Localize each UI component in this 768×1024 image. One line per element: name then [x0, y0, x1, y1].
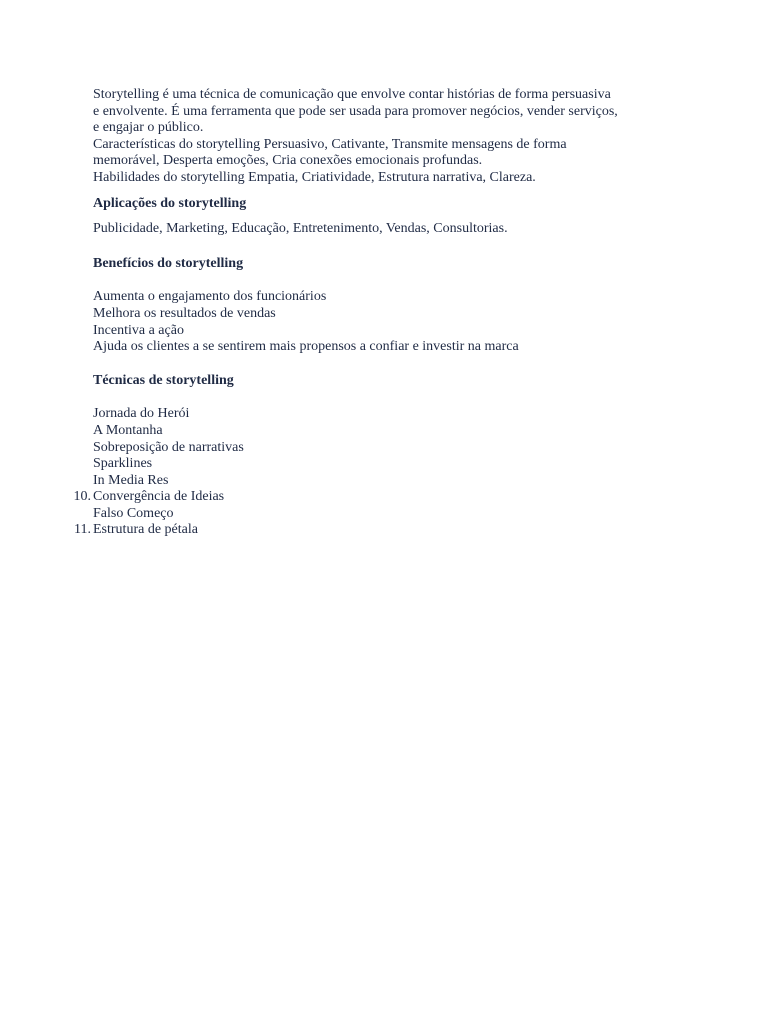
- beneficios-heading: Benefícios do storytelling: [93, 255, 244, 271]
- list-item: [93, 506, 683, 523]
- list-item: Incentiva a ação: [93, 322, 184, 338]
- intro-paragraph: [93, 87, 683, 187]
- list-item-text: Sparklines: [93, 456, 153, 472]
- intro-line: Características do storytelling Persuasivo, Cativante, Transmite mensagens de forma: [93, 136, 567, 152]
- list-number: 11.: [74, 522, 91, 538]
- intro-line: memorável, Desperta emoções, Cria conexões emocionais profundas.: [93, 153, 483, 169]
- intro-line: Habilidades do storytelling Empatia, Criatividade, Estrutura narrativa, Clareza.: [93, 169, 536, 185]
- intro-line: e engajar o público.: [93, 120, 204, 136]
- list-item-text: In Media Res: [93, 472, 169, 488]
- tecnicas-list: [73, 406, 683, 539]
- list-item: [93, 456, 683, 473]
- list-item: Ajuda os clientes a se sentirem mais propensos a confiar e investir na marca: [93, 339, 519, 355]
- list-item: [73, 489, 683, 506]
- list-item-text: Sobreposição de narrativas: [93, 439, 244, 455]
- tecnicas-heading: Técnicas de storytelling: [93, 372, 234, 388]
- list-item-text: Jornada do Herói: [93, 406, 190, 422]
- list-item-text: Convergência de Ideias: [93, 489, 225, 505]
- list-item: Melhora os resultados de vendas: [93, 305, 276, 321]
- list-item: [93, 440, 683, 457]
- list-number: 10.: [73, 489, 91, 505]
- list-item: Aumenta o engajamento dos funcionários: [93, 289, 327, 305]
- list-item-text: A Montanha: [93, 422, 163, 438]
- list-item-text: Falso Começo: [93, 505, 174, 521]
- list-item-text: Estrutura de pétala: [93, 522, 198, 538]
- list-item: [93, 473, 683, 490]
- list-item: [74, 522, 683, 539]
- list-item: [93, 423, 683, 440]
- intro-line: e envolvente. É uma ferramenta que pode ser usada para promover negócios, vender serviços,: [93, 103, 618, 119]
- list-item: [93, 406, 683, 423]
- aplicacoes-text: Publicidade, Marketing, Educação, Entretenimento, Vendas, Consultorias.: [93, 221, 508, 237]
- aplicacoes-heading: Aplicações do storytelling: [93, 195, 247, 211]
- beneficios-list: [93, 289, 683, 355]
- intro-line: Storytelling é uma técnica de comunicação que envolve contar histórias de forma persuasiva: [93, 87, 611, 102]
- document-page: [73, 87, 683, 539]
